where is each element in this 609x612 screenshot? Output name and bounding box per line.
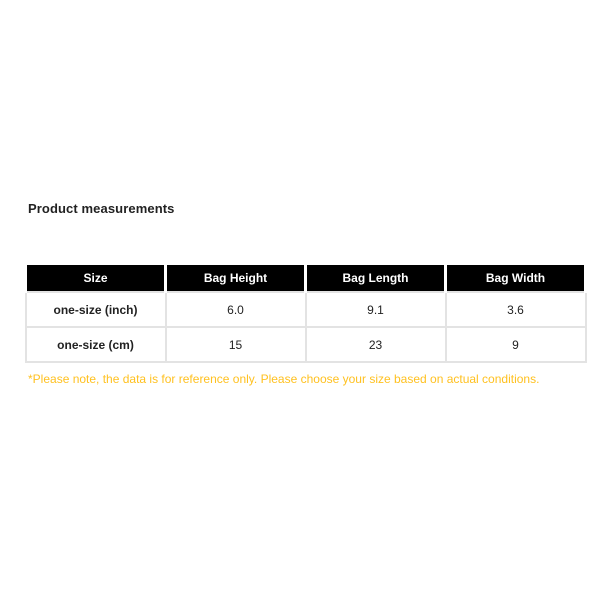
reference-note: *Please note, the data is for reference only. Please choose your size based on actual conditions. bbox=[28, 372, 540, 386]
column-header-size: Size bbox=[26, 264, 166, 293]
column-header-bag-width: Bag Width bbox=[446, 264, 586, 293]
cell-bag-length-cm: 23 bbox=[306, 327, 446, 362]
cell-bag-length-inch: 9.1 bbox=[306, 292, 446, 327]
column-header-bag-height: Bag Height bbox=[166, 264, 306, 293]
cell-bag-height-cm: 15 bbox=[166, 327, 306, 362]
cell-bag-width-inch: 3.6 bbox=[446, 292, 586, 327]
cell-bag-width-cm: 9 bbox=[446, 327, 586, 362]
column-header-bag-length: Bag Length bbox=[306, 264, 446, 293]
row-label-one-size-cm: one-size (cm) bbox=[26, 327, 166, 362]
section-title: Product measurements bbox=[28, 201, 175, 216]
row-label-one-size-inch: one-size (inch) bbox=[26, 292, 166, 327]
table-row-cm bbox=[26, 327, 586, 362]
table-row-inch bbox=[26, 292, 586, 327]
table-header-row bbox=[26, 264, 586, 293]
measurements-table bbox=[24, 262, 587, 363]
cell-bag-height-inch: 6.0 bbox=[166, 292, 306, 327]
